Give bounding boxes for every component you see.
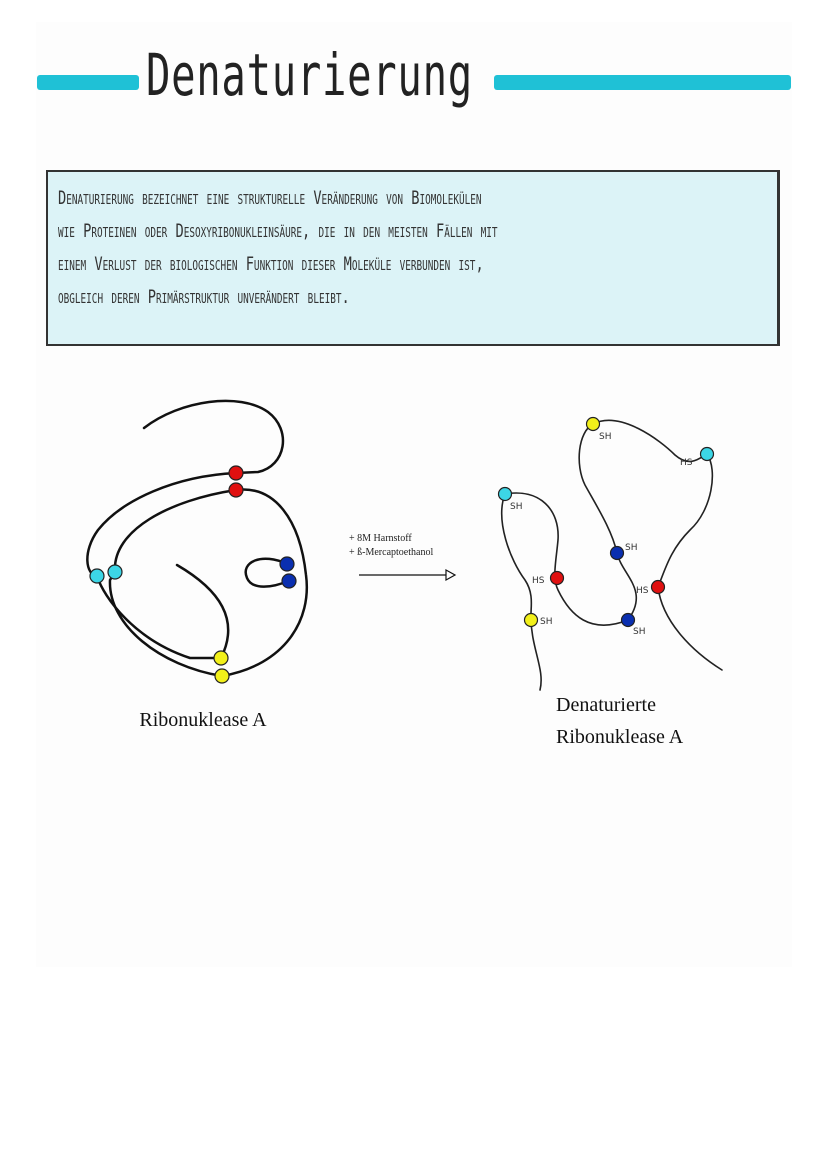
cyan-cysteine: [108, 565, 122, 579]
denatured-protein-label-line2: Ribonuklease A: [556, 726, 684, 748]
definition-line: einem Verlust der biologischen Funktion dieser Moleküle verbunden ist,: [58, 253, 484, 275]
hs-tag: HS: [680, 458, 693, 468]
hs-tag: HS: [532, 576, 545, 586]
blue-cysteine: [280, 557, 294, 571]
sh-tag: SH: [510, 502, 523, 512]
yellow-free-thiol: [587, 418, 600, 431]
definition-line: obgleich deren Primärstruktur unverändert bleibt.: [58, 286, 350, 308]
cyan-cysteine: [90, 569, 104, 583]
denatured-protein-label-line1: Denaturierte: [556, 694, 656, 716]
red-cysteine: [229, 483, 243, 497]
sh-tag: SH: [633, 627, 646, 637]
definition-line: Denaturierung bezeichnet eine strukturelle Veränderung von Biomolekülen: [58, 187, 482, 209]
red-free-thiol: [551, 572, 564, 585]
sh-tag: SH: [625, 543, 638, 553]
yellow-cysteine: [214, 651, 228, 665]
yellow-cysteine: [215, 669, 229, 683]
reaction-arrow: [359, 570, 455, 580]
reagent-urea: + 8M Harnstoff: [349, 533, 412, 544]
sh-tag: SH: [540, 617, 553, 627]
hs-tag: HS: [636, 586, 649, 596]
page-title: Denaturierung: [146, 41, 473, 109]
blue-cysteine: [282, 574, 296, 588]
sh-tag: SH: [599, 432, 612, 442]
cyan-free-thiol: [499, 488, 512, 501]
yellow-free-thiol: [525, 614, 538, 627]
native-protein-chain: [87, 401, 306, 676]
native-protein-label: Ribonuklease A: [139, 709, 267, 731]
definition-line: wie Proteinen oder Desoxyribonukleinsäure, die in den meisten Fällen mit: [58, 220, 498, 242]
blue-free-thiol: [622, 614, 635, 627]
reagent-mercaptoethanol: + ß-Mercaptoethanol: [349, 547, 434, 558]
red-cysteine: [229, 466, 243, 480]
red-free-thiol: [652, 581, 665, 594]
blue-free-thiol: [611, 547, 624, 560]
cyan-free-thiol: [701, 448, 714, 461]
